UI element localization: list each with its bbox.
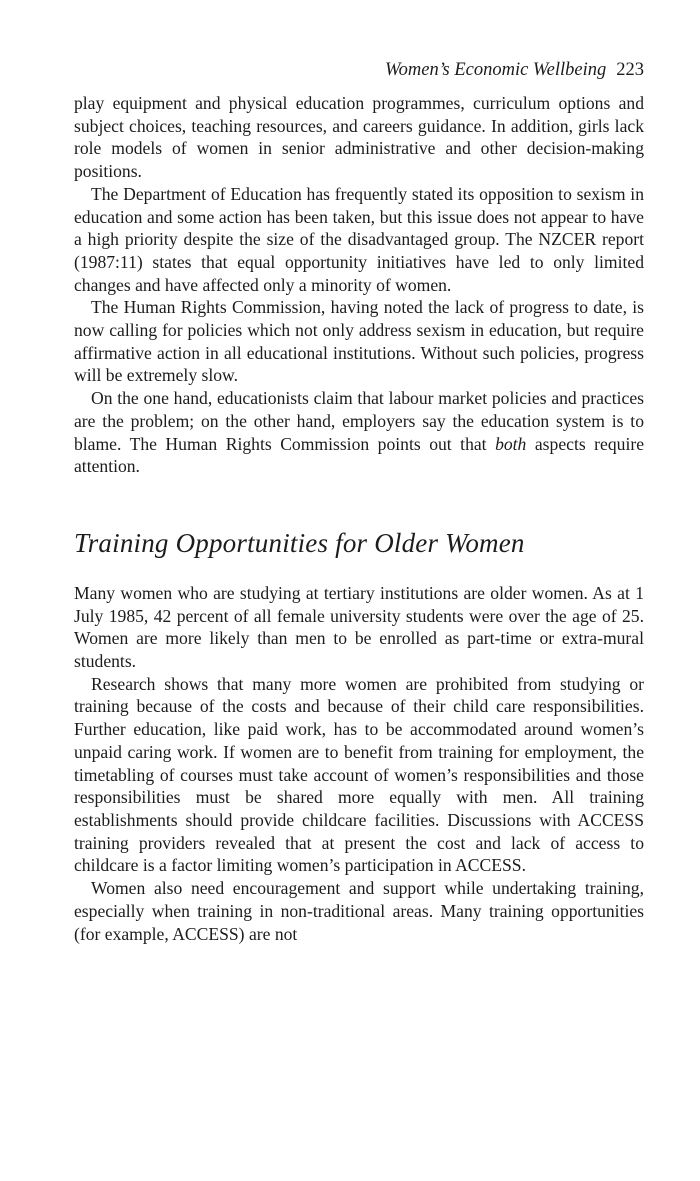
body-text-top (74, 92, 644, 478)
paragraph-4-emphasis: both (495, 433, 527, 454)
running-head (74, 58, 644, 82)
book-page (74, 58, 644, 945)
page-number: 223 (616, 60, 644, 80)
section-paragraph-3: Women also need encouragement and support while undertaking training, especially when training in non-traditional areas. Many training opportunities (for example, ACCESS) are not (74, 878, 644, 944)
running-head-title: Women’s Economic Wellbeing (384, 60, 607, 80)
section-paragraph-1: Many women who are studying at tertiary institutions are older women. As at 1 July 1985, 42 percent of all female university students were over the age of 25. Women are more likely than men to be enrolled as part-time or extra-mural students. (74, 582, 644, 672)
paragraph-1: play equipment and physical education programmes, curriculum options and subject choices, teaching resources, and careers guidance. In addition, girls lack role models of women in senior administrative and other decision-making positions. (74, 93, 644, 182)
section-paragraph-2: Research shows that many more women are prohibited from studying or training because of the costs and because of their child care responsibilities. Further education, like paid work, has to be accommodated around women’s unpaid caring work. If women are to benefit from training for employment, the timetabling of courses must take account of women’s responsibilities and those responsibilities must be shared more equally with men. All training establishments should provide childcare facilities. Discussions with ACCESS training providers revealed that at present the cost and lack of access to childcare is a factor limiting women’s participation in ACCESS. (74, 673, 644, 876)
section-heading: Training Opportunities for Older Women (74, 527, 525, 558)
paragraph-4-text-before: On the one hand, educationists claim that labour market policies and practices are the problem; on the other hand, employers say the education system is to blame. The Human Rights Commission points out that (74, 388, 644, 454)
paragraph-3: The Human Rights Commission, having noted the lack of progress to date, is now calling for policies which not only address sexism in education, but require affirmative action in all educational institutions. Without such policies, progress will be extremely slow. (74, 297, 644, 386)
paragraph-4-text-after: aspects require attention. (74, 433, 644, 477)
section-body (74, 582, 644, 945)
paragraph-2: The Department of Education has frequently stated its opposition to sexism in education and some action has been taken, but this issue does not appear to have a high priority despite the size of the disadvantaged group. The NZCER report (1987:11) states that equal opportunity initiatives have led to only limited changes and have affected only a minority of women. (74, 183, 644, 295)
paragraph-4 (74, 387, 644, 478)
